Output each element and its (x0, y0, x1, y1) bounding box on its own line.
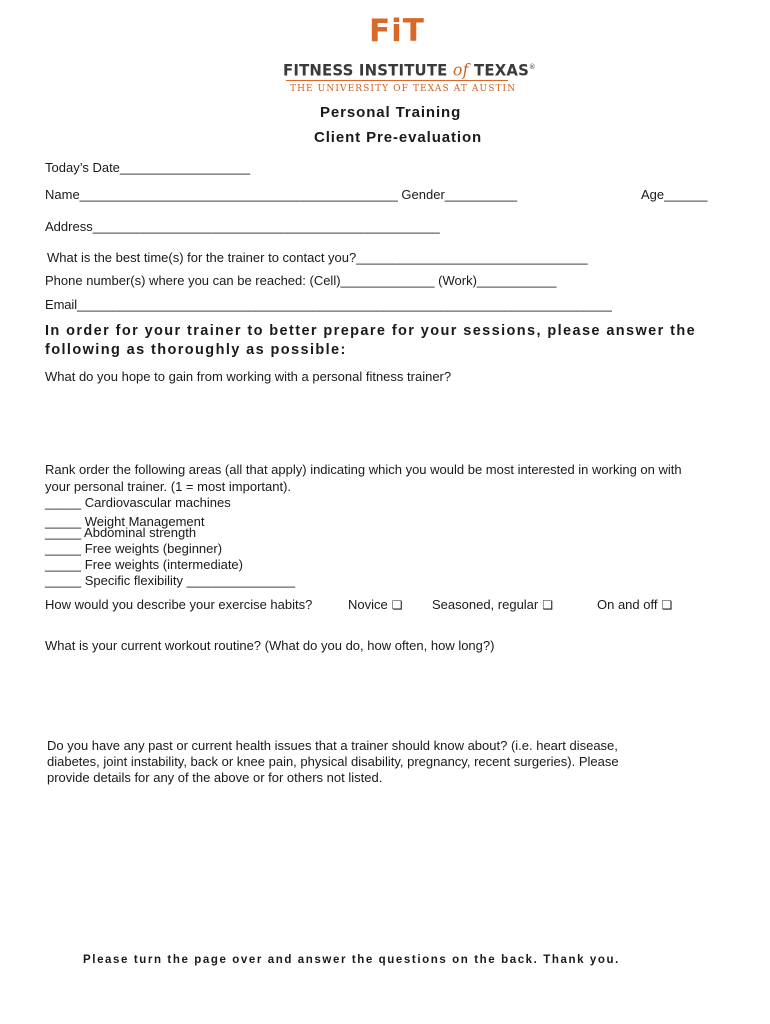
logo-name-post: TEXAS (474, 60, 529, 80)
instruction-line-2: following as thoroughly as possible: (45, 342, 347, 358)
rank-item-abdominal[interactable]: _____ Abdominal strength (45, 525, 197, 540)
todays-date-field[interactable]: Today’s Date__________________ (45, 160, 251, 175)
rank-item-cardio[interactable]: _____ Cardiovascular machines (45, 495, 231, 510)
logo-trademark: ® (528, 63, 536, 71)
page-title: Personal Training (320, 104, 462, 121)
phone-field[interactable]: Phone number(s) where you can be reached: (Cell)_____________ (Work)___________ (45, 273, 557, 288)
question-routine: What is your current workout routine? (What do you do, how often, how long?) (45, 638, 495, 653)
email-field[interactable]: Email___________________________________________________________________________ (45, 297, 612, 312)
logo-divider (286, 80, 508, 81)
address-field[interactable]: Address________________________________________________ (45, 219, 440, 234)
habit-option-seasoned[interactable] (432, 597, 553, 613)
logo-name-of: of (452, 60, 469, 81)
habit-option-novice[interactable] (348, 597, 403, 613)
name-gender-field[interactable]: Name____________________________________________ Gender__________ (45, 187, 518, 202)
rank-item-weight-management[interactable]: _____ Weight Management (45, 514, 205, 529)
best-time-field[interactable]: What is the best time(s) for the trainer to contact you?________________________________ (47, 250, 588, 265)
health-question-line-3: provide details for any of the above or for others not listed. (47, 770, 383, 785)
health-question-line-1: Do you have any past or current health issues that a trainer should know about? (i.e. heart disease, (47, 738, 618, 753)
rank-instruction-line-2: your personal trainer. (1 = most important). (45, 479, 292, 494)
health-question-line-2: diabetes, joint instability, back or knee pain, physical disability, pregnancy, recent surgeries). Please (47, 754, 619, 769)
logo-fit: FiT (369, 13, 425, 49)
rank-item-free-weights-beginner[interactable]: _____ Free weights (beginner) (45, 541, 223, 556)
habit-option-on-off[interactable] (597, 597, 672, 613)
checkbox-icon[interactable]: ❏ (391, 598, 403, 612)
question-gain: What do you hope to gain from working with a personal fitness trainer? (45, 369, 452, 384)
habit-label-novice: Novice (348, 597, 388, 612)
checkbox-icon[interactable]: ❏ (542, 598, 554, 612)
footer-note: Please turn the page over and answer the questions on the back. Thank you. (83, 954, 620, 966)
logo-institute-name (283, 57, 536, 80)
habits-question: How would you describe your exercise habits? (45, 597, 313, 612)
rank-item-free-weights-intermediate[interactable]: _____ Free weights (intermediate) (45, 557, 243, 572)
rank-item-flexibility[interactable]: _____ Specific flexibility _______________ (45, 573, 296, 588)
habit-label-seasoned: Seasoned, regular (432, 597, 539, 612)
instruction-line-1: In order for your trainer to better prepare for your sessions, please answer the (45, 323, 697, 339)
logo-subtitle: THE UNIVERSITY OF TEXAS AT AUSTIN (290, 84, 517, 94)
page-subtitle: Client Pre-evaluation (314, 129, 483, 146)
habit-label-on-off: On and off (597, 597, 658, 612)
rank-instruction-line-1: Rank order the following areas (all that apply) indicating which you would be most interested in working on with (45, 462, 682, 477)
age-field[interactable]: Age______ (641, 187, 708, 202)
checkbox-icon[interactable]: ❏ (661, 598, 673, 612)
logo-name-pre: FITNESS INSTITUTE (283, 60, 448, 80)
